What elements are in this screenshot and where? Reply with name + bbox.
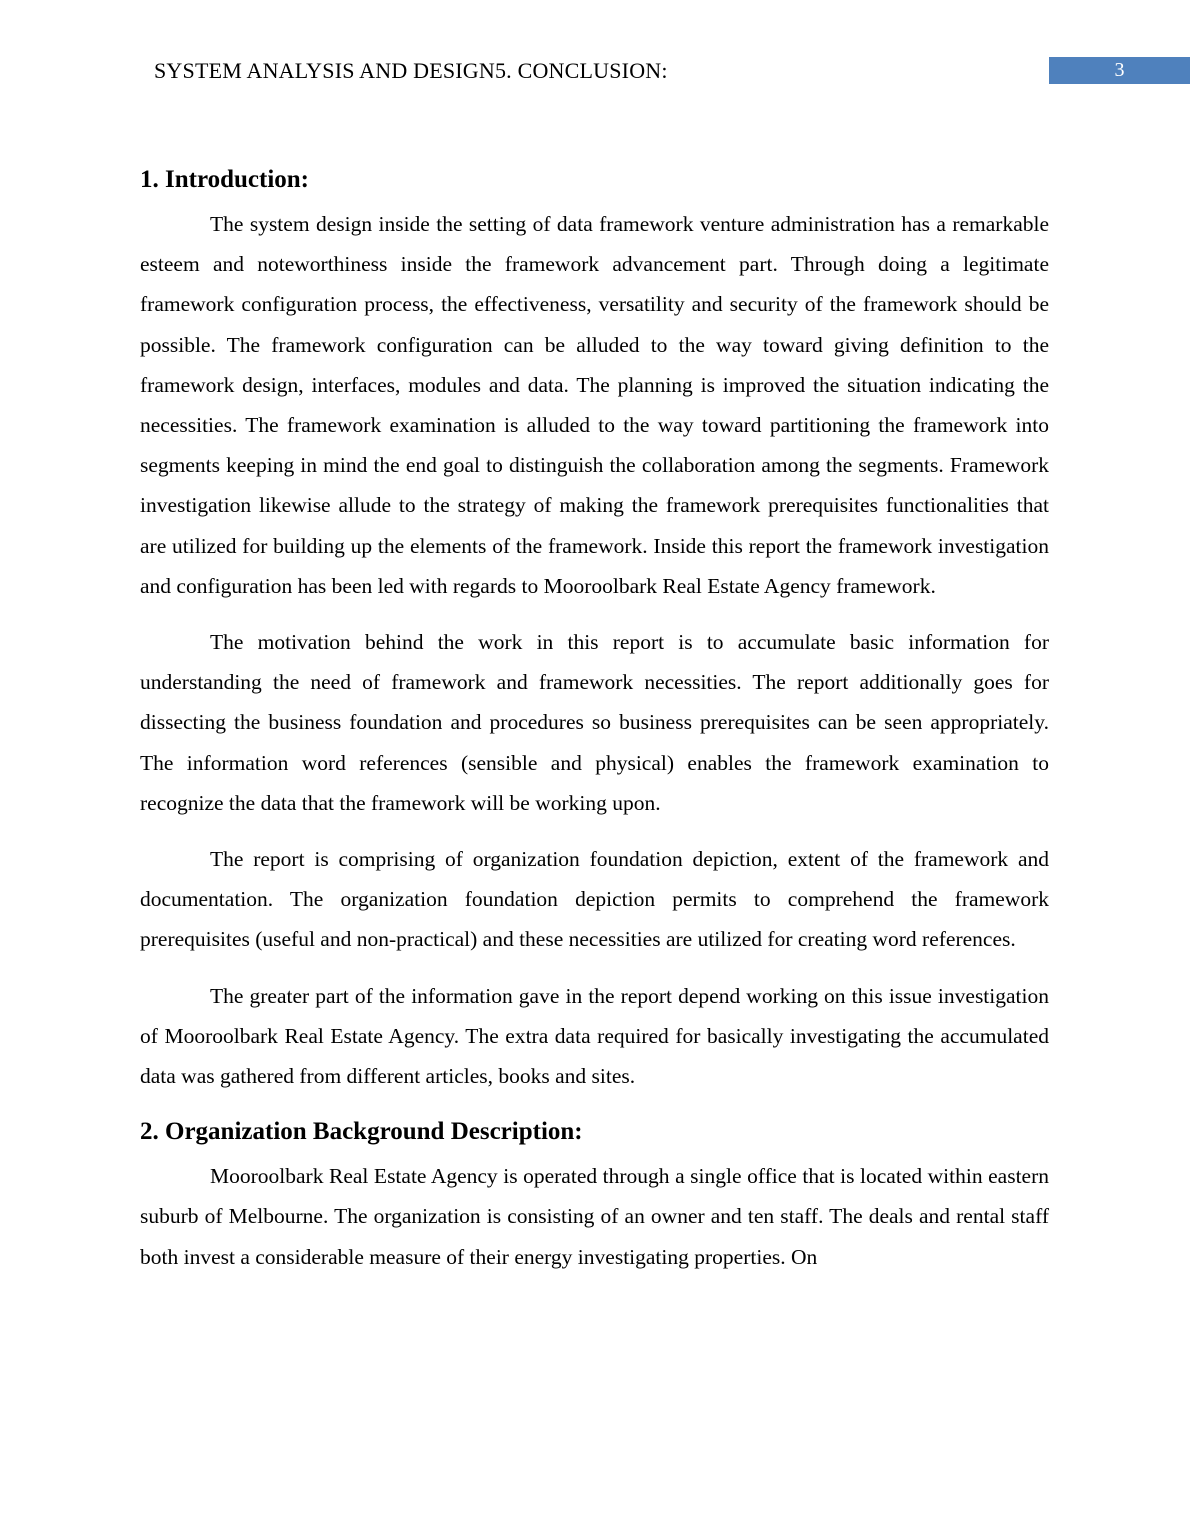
section-heading-organization-background: 2. Organization Background Description:	[140, 1118, 583, 1146]
introduction-paragraph-2: The motivation behind the work in this report is to accumulate basic information for understanding the need of framework and framework necessities. The report additionally goes for dissecting the business foundation and procedures so business prerequisites can be seen appropriately. The information word references (sensible and physical) enables the framework examination to recognize the data that the framework will be working upon.	[140, 630, 1049, 815]
page-number-badge: 3	[1049, 57, 1190, 84]
organization-background-paragraph-1: Mooroolbark Real Estate Agency is operated through a single office that is located within eastern suburb of Melbourne. The organization is consisting of an owner and ten staff. The deals and rental staff both invest a considerable measure of their energy investigating properties. On	[140, 1164, 1049, 1269]
running-header-title: SYSTEM ANALYSIS AND DESIGN5. CONCLUSION:	[154, 58, 668, 83]
introduction-paragraph-3: The report is comprising of organization foundation depiction, extent of the framework and documentation. The organization foundation depiction permits to comprehend the framework prerequisites (useful and non-practical) and these necessities are utilized for creating word references.	[140, 847, 1049, 952]
introduction-paragraph-1: The system design inside the setting of data framework venture administration has a remarkable esteem and noteworthiness inside the framework advancement part. Through doing a legitimate framework configuration process, the effectiveness, versatility and security of the framework should be possible. The framework configuration can be alluded to the way toward giving definition to the framework design, interfaces, modules and data. The planning is improved the situation indicating the necessities. The framework examination is alluded to the way toward partitioning the framework into segments keeping in mind the end goal to distinguish the collaboration among the segments. Framework investigation likewise allude to the strategy of making the framework prerequisites functionalities that are utilized for building up the elements of the framework. Inside this report the framework investigation and configuration has been led with regards to Mooroolbark Real Estate Agency framework.	[140, 212, 1049, 598]
document-body	[140, 160, 1049, 1293]
section-heading-introduction: 1. Introduction:	[140, 166, 310, 193]
introduction-paragraph-4: The greater part of the information gave in the report depend working on this issue investigation of Mooroolbark Real Estate Agency. The extra data required for basically investigating the accumulated data was gathered from different articles, books and sites.	[140, 983, 1049, 1089]
